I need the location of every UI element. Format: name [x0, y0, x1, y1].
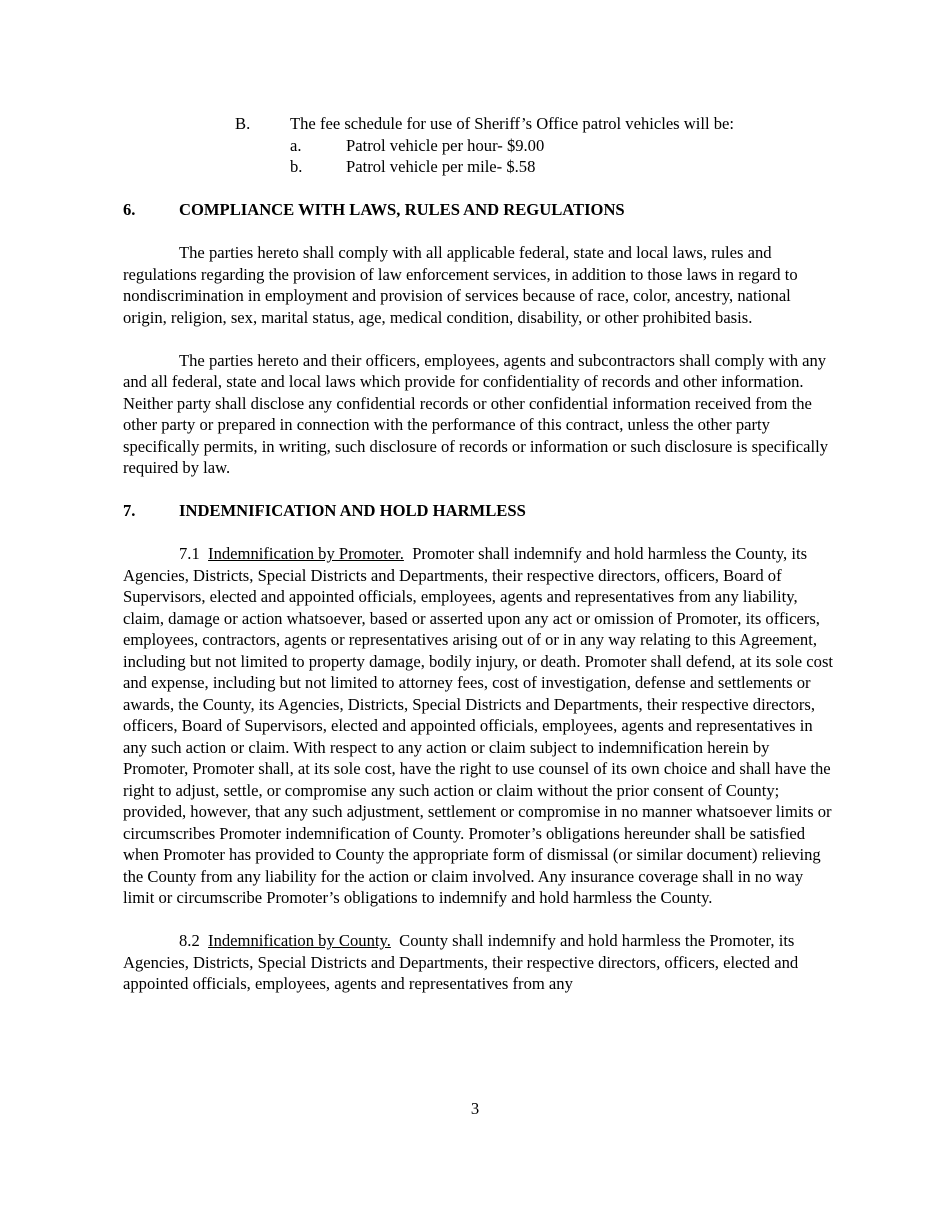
spacer	[123, 178, 838, 200]
section-title: COMPLIANCE WITH LAWS, RULES AND REGULATIONS	[179, 200, 625, 219]
subsection-8-2	[123, 930, 838, 995]
fee-schedule-label: B.	[235, 114, 251, 133]
spacer	[123, 909, 838, 931]
section-6-heading	[123, 199, 838, 221]
spacer	[123, 328, 838, 350]
fee-item-text: Patrol vehicle per mile- $.58	[346, 157, 536, 176]
spacer	[123, 221, 838, 243]
subsection-heading: Indemnification by County.	[208, 931, 391, 950]
subsection-number: 7.1	[179, 544, 200, 563]
fee-item-label: a.	[290, 135, 302, 155]
subsection-7-1	[123, 543, 838, 909]
fee-schedule-item	[123, 156, 838, 178]
section-number: 6.	[123, 200, 136, 219]
section-7-heading	[123, 500, 838, 522]
section-title: INDEMNIFICATION AND HOLD HARMLESS	[179, 501, 526, 520]
subsection-number: 8.2	[179, 931, 200, 950]
fee-schedule-intro: The fee schedule for use of Sheriff’s Office patrol vehicles will be:	[290, 114, 735, 133]
fee-schedule-intro-line	[123, 113, 838, 135]
spacer	[123, 522, 838, 544]
fee-item-label: b.	[290, 157, 303, 176]
subsection-heading: Indemnification by Promoter.	[208, 544, 404, 563]
spacer	[123, 479, 838, 501]
section-6-paragraph-1: The parties hereto shall comply with all applicable federal, state and local laws, rules and regulations regarding the provision of law enforcement services, in addition to those laws in regard to nondiscrimination in employment and provision of services because of race, color, ancestry, national origin, religion, sex, marital status, age, medical condition, disability, or other prohibited basis.	[123, 243, 798, 327]
subsection-text: Promoter shall indemnify and hold harmless the County, its Agencies, Districts, Special Districts and Departments, their respective directors, officers, Board of Supervisors, elected and appointed officials, employees, agents and representatives from any liability, claim, damage or action whatsoever, based or asserted upon any act or omission of Promoter, its officers, employees, contractors, agents or representatives arising out of or in any way relating to this Agreement, including but not limited to property damage, bodily injury, or death. Promoter shall defend, at its sole cost and expense, including but not limited to attorney fees, cost of investigation, defense and settlements or awards, the County, its Agencies, Districts, Special Districts and Departments, their respective directors, officers, Board of Supervisors, elected and appointed officials, employees, agents and representatives in any such action or claim. With respect to any action or claim subject to indemnification herein by Promoter, Promoter shall, at its sole cost, have the right to use counsel of its own choice and shall have the right to adjust, settle, or compromise any such action or claim without the prior consent of County; provided, however, that any such adjustment, settlement or compromise in no manner whatsoever limits or circumscribes Promoter indemnification of County. Promoter’s obligations hereunder shall be satisfied when Promoter has provided to County the appropriate form of dismissal (or similar document) relieving the County from any liability for the action or claim involved. Any insurance coverage shall in no way limit or circumscribe Promoter’s obligations to indemnify and hold harmless the County.	[123, 544, 834, 907]
section-number: 7.	[123, 501, 136, 520]
fee-schedule-item	[123, 135, 838, 157]
subsection-text: County shall indemnify and hold harmless the Promoter, its Agencies, Districts, Special Districts and Departments, their respective directors, officers, elected and appointed officials, employees, agents and representatives from any	[123, 931, 799, 993]
page-number: 3	[470, 1099, 480, 1118]
page-body	[123, 113, 838, 995]
section-6-paragraph-2: The parties hereto and their officers, employees, agents and subcontractors shall comply with any and all federal, state and local laws which provide for confidentiality of records and other information. Neither party shall disclose any confidential records or other confidential information received from the other party or prepared in connection with the performance of this contract, unless the other party specifically permits, in writing, such disclosure of records or information or such disclosure is specifically required by law.	[123, 350, 829, 477]
fee-item-text: Patrol vehicle per hour- $9.00	[346, 135, 545, 155]
